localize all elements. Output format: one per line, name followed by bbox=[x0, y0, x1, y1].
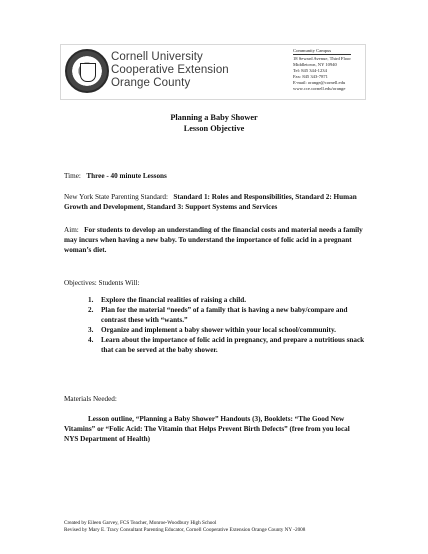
list-item-number: 3. bbox=[88, 326, 94, 334]
time-value: Three - 40 minute Lessons bbox=[86, 172, 167, 180]
document-subtitle: Lesson Objective bbox=[183, 124, 245, 133]
shield-icon bbox=[80, 63, 96, 82]
list-item-number: 1. bbox=[88, 296, 94, 304]
objectives-list bbox=[88, 295, 368, 355]
contact-line: Fax: 845 343-7871 bbox=[293, 73, 328, 79]
footer-credit-created: Created by Eileen Garvey, FCS Teacher, Monroe-Woodbury High School bbox=[64, 520, 217, 526]
list-item-number: 4. bbox=[88, 336, 94, 344]
list-item bbox=[88, 305, 368, 325]
list-item-text: Plan for the material “needs” of a family that is having a new baby/compare and contrast these with “wants.” bbox=[101, 306, 348, 324]
org-line: Orange County bbox=[111, 77, 191, 89]
contact-line: 18 Seward Avenue, Third Floor bbox=[293, 55, 351, 61]
contact-info bbox=[293, 48, 351, 92]
time-section bbox=[64, 171, 364, 181]
document-title: Planning a Baby Shower bbox=[170, 113, 258, 122]
org-line: Cornell University bbox=[111, 51, 203, 63]
list-item bbox=[88, 335, 368, 355]
objectives-label: Objectives: Students Will: bbox=[64, 279, 140, 287]
letterhead bbox=[60, 44, 366, 100]
footer-credit-revised: Revised by Mary E. Tracy Consultant Parenting Educator, Cornell Cooperative Extension Orange County NY -2008 bbox=[64, 527, 306, 533]
list-item bbox=[88, 325, 368, 335]
aim-label: Aim: bbox=[64, 226, 79, 234]
standard-section bbox=[64, 192, 364, 212]
standard-label: New York State Parenting Standard: bbox=[64, 193, 169, 201]
list-item bbox=[88, 295, 368, 305]
materials-label: Materials Needed: bbox=[64, 395, 117, 403]
contact-line: Community Campus bbox=[293, 48, 351, 55]
materials-text: Lesson outline, “Planning a Baby Shower” Handouts (3), Booklets: “The Good New Vitamins” or “Folic Acid: The Vitamin that Helps Prevent Birth Defects” (free from you local NYS Department of Health) bbox=[64, 415, 350, 443]
contact-line: www.cce.cornell.edu/orange bbox=[293, 85, 346, 91]
contact-line: Tel: 845 344-1234 bbox=[293, 67, 327, 73]
cornell-seal-logo bbox=[65, 49, 109, 93]
aim-section bbox=[64, 225, 364, 255]
list-item-text: Organize and implement a baby shower within your local school/community. bbox=[101, 326, 336, 334]
time-label: Time: bbox=[64, 172, 81, 180]
aim-value: For students to develop an understanding of the financial costs and material needs a family may incurs when having a new baby. To understand the importance of folic acid in a pregnant woman’s diet. bbox=[64, 226, 363, 254]
contact-line: Middletown, NY 10940 bbox=[293, 61, 337, 67]
contact-line: E-mail: orange@cornell.edu bbox=[293, 79, 346, 85]
list-item-text: Learn about the importance of folic acid in pregnancy, and prepare a nutritious snack that can be served at the baby shower. bbox=[101, 336, 365, 354]
org-line: Cooperative Extension bbox=[111, 64, 229, 76]
standard-value: Standard 1: Roles and Responsibilities, Standard 2: Human Growth and Development, Standard 3: Support Systems and Services bbox=[64, 193, 357, 211]
list-item-text: Explore the financial realities of raising a child. bbox=[101, 296, 247, 304]
organization-name bbox=[111, 51, 229, 90]
list-item-number: 2. bbox=[88, 306, 94, 314]
